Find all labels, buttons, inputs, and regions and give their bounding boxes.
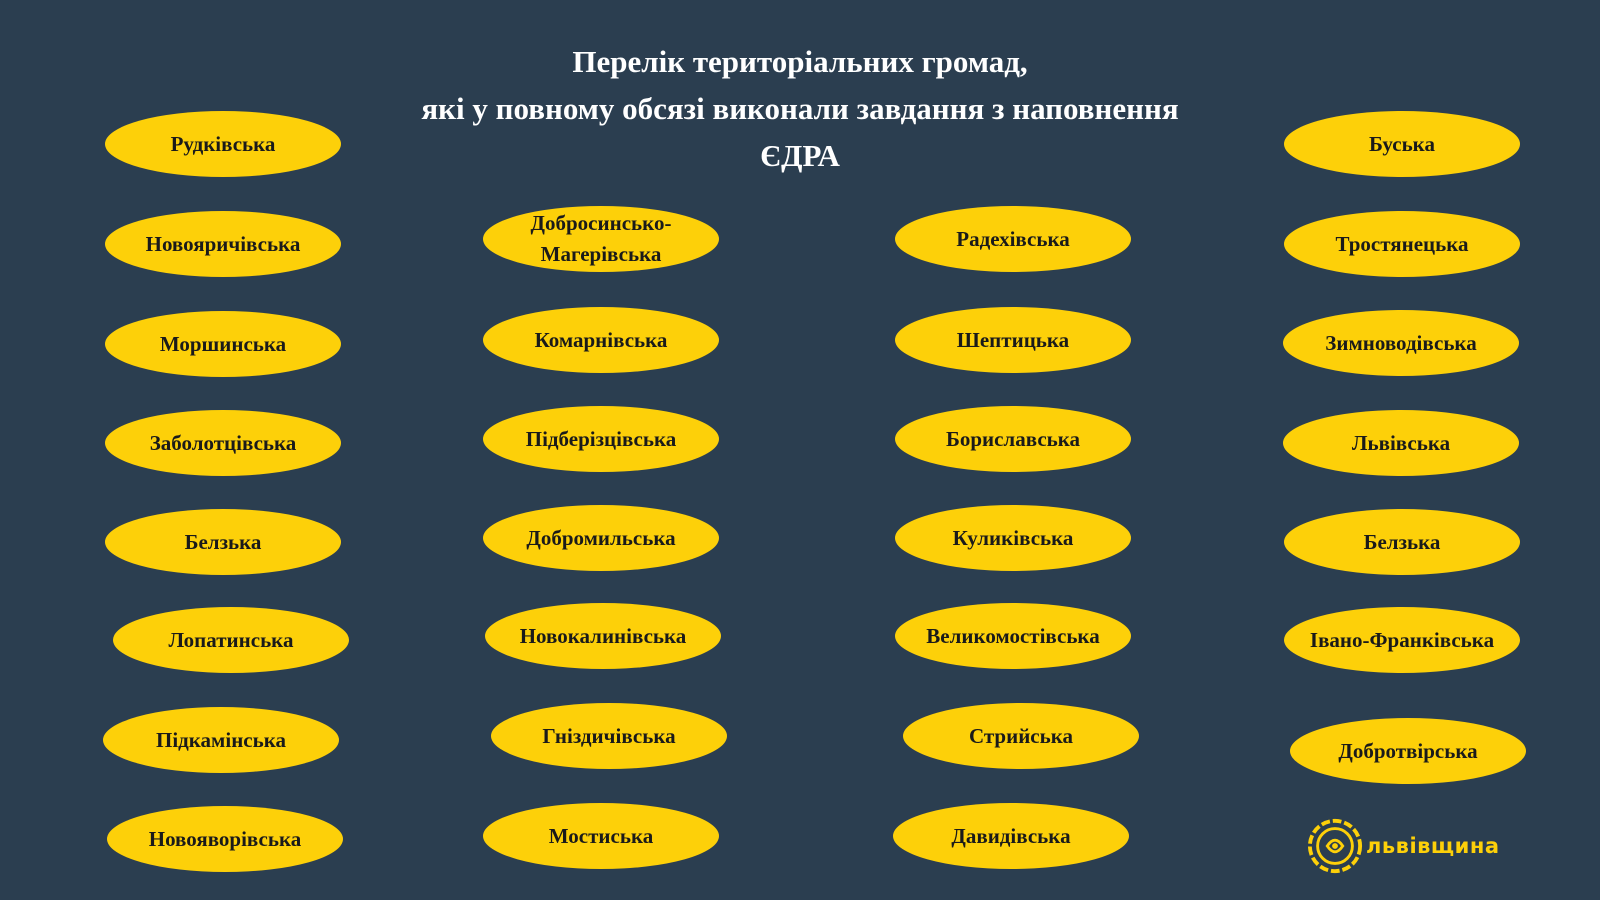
title-line-2: які у повному обсязі виконали завдання з наповнення [421, 91, 1179, 126]
community-pill [105, 111, 341, 177]
community-pill [895, 206, 1131, 272]
community-name: Добромильська [526, 525, 676, 550]
community-name: Заболотцівська [149, 430, 297, 455]
community-pill [483, 505, 719, 571]
lviv-region-emblem-icon [1306, 817, 1364, 875]
community-name: Новокалинівська [519, 623, 687, 648]
community-pill [895, 505, 1131, 571]
community-pill [903, 703, 1139, 769]
community-name: Рудківська [170, 131, 276, 156]
community-name: Новояворівська [148, 826, 302, 851]
community-pill [1284, 211, 1520, 277]
title-line-3: ЄДРА [760, 138, 840, 173]
community-name: Добротвірська [1338, 738, 1478, 763]
community-name: Великомостівська [926, 623, 1100, 648]
community-pill [895, 603, 1131, 669]
community-pill [491, 703, 727, 769]
community-name: Радехівська [956, 226, 1070, 251]
community-pill [103, 707, 339, 773]
community-pill [1284, 607, 1520, 673]
community-name: Буська [1369, 131, 1435, 156]
community-pill [1290, 718, 1526, 784]
logo-text: львівщина [1366, 834, 1500, 858]
community-pill [485, 603, 721, 669]
community-pill [105, 509, 341, 575]
community-name: Підкамінська [155, 727, 287, 752]
community-pill [483, 307, 719, 373]
lviv-region-logo [1306, 816, 1500, 876]
community-name: Гніздичівська [542, 723, 676, 748]
community-name: Белзька [1363, 529, 1441, 554]
community-name: Тростянецька [1335, 231, 1469, 256]
community-name: Шептицька [956, 327, 1070, 352]
community-name: Комарнівська [534, 327, 668, 352]
community-name: Новояричівська [145, 231, 301, 256]
community-pill [105, 311, 341, 377]
community-pill [1283, 310, 1519, 376]
community-pill [1284, 111, 1520, 177]
community-pill [1283, 410, 1519, 476]
community-name: Підберізцівська [525, 426, 677, 451]
slide-title [340, 38, 1260, 179]
community-name: Бориславська [945, 426, 1081, 451]
community-name: Лопатинська [168, 627, 294, 652]
community-pill [105, 211, 341, 277]
community-name: Давидівська [951, 823, 1071, 848]
community-pill [895, 406, 1131, 472]
community-name: Куликівська [952, 525, 1074, 550]
community-pill [113, 607, 349, 673]
community-pill [483, 803, 719, 869]
community-name: Івано-Франківська [1309, 627, 1495, 652]
community-name: Добросинсько-Магерівська [530, 211, 672, 266]
community-pill [1284, 509, 1520, 575]
community-name: Зимноводівська [1325, 330, 1477, 355]
title-line-1: Перелік територіальних громад, [572, 44, 1028, 79]
community-name: Мостиська [548, 823, 654, 848]
community-pill [107, 806, 343, 872]
community-pill [893, 803, 1129, 869]
community-pill [483, 406, 719, 472]
community-name: Белзька [184, 529, 262, 554]
community-pill [483, 206, 719, 272]
community-name: Моршинська [159, 331, 287, 356]
community-pill [105, 410, 341, 476]
community-name: Львівська [1351, 430, 1451, 455]
community-name: Стрийська [968, 723, 1074, 748]
community-pill [895, 307, 1131, 373]
